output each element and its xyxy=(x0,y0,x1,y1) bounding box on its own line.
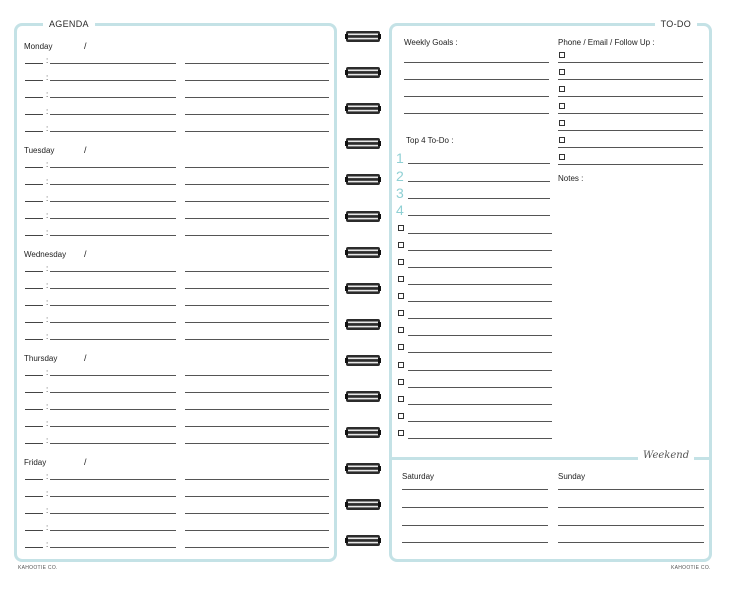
phone-line[interactable] xyxy=(558,113,703,114)
phone-checkbox[interactable] xyxy=(559,103,565,109)
time-colon: : xyxy=(46,402,49,411)
todo-checkbox[interactable] xyxy=(398,327,404,333)
spiral-ring xyxy=(345,102,381,115)
time-colon: : xyxy=(46,436,49,445)
top4-number: 1 xyxy=(396,150,404,166)
weekly-goal-line[interactable] xyxy=(404,79,549,80)
spiral-ring xyxy=(345,498,381,511)
todo-line[interactable] xyxy=(408,352,552,353)
time-blank[interactable] xyxy=(25,288,43,289)
agenda-entry-line[interactable] xyxy=(50,392,176,393)
agenda-note-line[interactable] xyxy=(185,443,329,444)
time-blank[interactable] xyxy=(25,409,43,410)
agenda-note-line[interactable] xyxy=(185,288,329,289)
spiral-ring xyxy=(345,462,381,475)
agenda-note-line[interactable] xyxy=(185,218,329,219)
day-label: Wednesday xyxy=(24,250,67,259)
agenda-note-line[interactable] xyxy=(185,392,329,393)
todo-checkbox[interactable] xyxy=(398,259,404,265)
time-blank[interactable] xyxy=(25,496,43,497)
saturday-label: Saturday xyxy=(402,472,435,481)
agenda-note-line[interactable] xyxy=(185,530,329,531)
time-colon: : xyxy=(46,385,49,394)
todo-line[interactable] xyxy=(408,267,552,268)
day-label: Friday xyxy=(24,458,47,467)
agenda-entry-line[interactable] xyxy=(50,496,176,497)
day-label: Monday xyxy=(24,42,53,51)
time-colon: : xyxy=(46,506,49,515)
phone-checkbox[interactable] xyxy=(559,86,565,92)
time-colon: : xyxy=(46,523,49,532)
todo-line[interactable] xyxy=(408,421,552,422)
spiral-ring xyxy=(345,282,381,295)
time-colon: : xyxy=(46,315,49,324)
agenda-entry-line[interactable] xyxy=(50,547,176,548)
todo-line[interactable] xyxy=(408,404,552,405)
time-blank[interactable] xyxy=(25,235,43,236)
agenda-entry-line[interactable] xyxy=(50,305,176,306)
time-blank[interactable] xyxy=(25,443,43,444)
phone-line[interactable] xyxy=(558,96,703,97)
spiral-ring xyxy=(345,246,381,259)
phone-checkbox[interactable] xyxy=(559,120,565,126)
saturday-line[interactable] xyxy=(402,525,548,526)
agenda-entry-line[interactable] xyxy=(50,131,176,132)
phone-checkbox[interactable] xyxy=(559,52,565,58)
time-colon: : xyxy=(46,472,49,481)
agenda-note-line[interactable] xyxy=(185,375,329,376)
top4-line[interactable] xyxy=(408,215,550,216)
phone-checkbox[interactable] xyxy=(559,154,565,160)
todo-line[interactable] xyxy=(408,301,552,302)
phone-checkbox[interactable] xyxy=(559,69,565,75)
todo-checkbox[interactable] xyxy=(398,242,404,248)
spiral-ring xyxy=(345,66,381,79)
todo-checkbox[interactable] xyxy=(398,293,404,299)
phone-line[interactable] xyxy=(558,164,703,165)
agenda-entry-line[interactable] xyxy=(50,114,176,115)
top4-number: 2 xyxy=(396,168,404,184)
time-colon: : xyxy=(46,73,49,82)
time-colon: : xyxy=(46,211,49,220)
weekly-goal-line[interactable] xyxy=(404,113,549,114)
todo-checkbox[interactable] xyxy=(398,379,404,385)
time-blank[interactable] xyxy=(25,305,43,306)
day-date-slash: / xyxy=(84,41,87,51)
time-blank[interactable] xyxy=(25,80,43,81)
agenda-entry-line[interactable] xyxy=(50,426,176,427)
saturday-line[interactable] xyxy=(402,489,548,490)
time-blank[interactable] xyxy=(25,201,43,202)
phone-line[interactable] xyxy=(558,130,703,131)
agenda-entry-line[interactable] xyxy=(50,271,176,272)
todo-title: TO-DO xyxy=(655,17,697,31)
todo-checkbox[interactable] xyxy=(398,344,404,350)
agenda-note-line[interactable] xyxy=(185,513,329,514)
time-colon: : xyxy=(46,177,49,186)
agenda-note-line[interactable] xyxy=(185,97,329,98)
sunday-line[interactable] xyxy=(558,489,704,490)
time-blank[interactable] xyxy=(25,114,43,115)
agenda-entry-line[interactable] xyxy=(50,443,176,444)
todo-checkbox[interactable] xyxy=(398,225,404,231)
time-colon: : xyxy=(46,160,49,169)
notes-label: Notes : xyxy=(558,174,584,183)
day-label: Tuesday xyxy=(24,146,55,155)
sunday-line[interactable] xyxy=(558,542,704,543)
time-blank[interactable] xyxy=(25,184,43,185)
agenda-note-line[interactable] xyxy=(185,547,329,548)
top4-line[interactable] xyxy=(408,198,550,199)
agenda-note-line[interactable] xyxy=(185,409,329,410)
time-colon: : xyxy=(46,228,49,237)
agenda-entry-line[interactable] xyxy=(50,218,176,219)
weekend-title: Weekend xyxy=(638,450,694,462)
weekly-goal-line[interactable] xyxy=(404,96,549,97)
agenda-entry-line[interactable] xyxy=(50,201,176,202)
saturday-line[interactable] xyxy=(402,507,548,508)
agenda-panel xyxy=(14,19,337,562)
todo-line[interactable] xyxy=(408,438,552,439)
agenda-note-line[interactable] xyxy=(185,167,329,168)
phone-email-label: Phone / Email / Follow Up : xyxy=(558,38,655,47)
agenda-note-line[interactable] xyxy=(185,305,329,306)
time-colon: : xyxy=(46,489,49,498)
agenda-entry-line[interactable] xyxy=(50,288,176,289)
time-blank[interactable] xyxy=(25,426,43,427)
top4-number: 3 xyxy=(396,185,404,201)
spiral-ring xyxy=(345,354,381,367)
agenda-note-line[interactable] xyxy=(185,80,329,81)
agenda-note-line[interactable] xyxy=(185,114,329,115)
time-blank[interactable] xyxy=(25,167,43,168)
spiral-ring xyxy=(345,426,381,439)
agenda-note-line[interactable] xyxy=(185,479,329,480)
phone-line[interactable] xyxy=(558,62,703,63)
sunday-line[interactable] xyxy=(558,507,704,508)
agenda-note-line[interactable] xyxy=(185,271,329,272)
todo-panel xyxy=(389,19,712,562)
todo-line[interactable] xyxy=(408,387,552,388)
top4-line[interactable] xyxy=(408,181,550,182)
todo-checkbox[interactable] xyxy=(398,310,404,316)
agenda-entry-line[interactable] xyxy=(50,530,176,531)
spiral-ring xyxy=(345,390,381,403)
agenda-note-line[interactable] xyxy=(185,184,329,185)
time-colon: : xyxy=(46,264,49,273)
agenda-note-line[interactable] xyxy=(185,322,329,323)
footer-brand-right: KAHOOTIE CO. xyxy=(671,565,711,571)
agenda-entry-line[interactable] xyxy=(50,409,176,410)
day-label: Thursday xyxy=(24,354,58,363)
time-colon: : xyxy=(46,540,49,549)
day-date-slash: / xyxy=(84,457,87,467)
day-date-slash: / xyxy=(84,353,87,363)
agenda-entry-line[interactable] xyxy=(50,479,176,480)
time-colon: : xyxy=(46,281,49,290)
todo-checkbox[interactable] xyxy=(398,276,404,282)
agenda-entry-line[interactable] xyxy=(50,167,176,168)
day-date-slash: / xyxy=(84,145,87,155)
time-blank[interactable] xyxy=(25,530,43,531)
spiral-ring xyxy=(345,318,381,331)
time-colon: : xyxy=(46,90,49,99)
time-blank[interactable] xyxy=(25,547,43,548)
time-colon: : xyxy=(46,332,49,341)
saturday-line[interactable] xyxy=(402,542,548,543)
todo-line[interactable] xyxy=(408,335,552,336)
todo-line[interactable] xyxy=(408,233,552,234)
agenda-note-line[interactable] xyxy=(185,131,329,132)
time-blank[interactable] xyxy=(25,375,43,376)
agenda-entry-line[interactable] xyxy=(50,184,176,185)
phone-line[interactable] xyxy=(558,79,703,80)
time-colon: : xyxy=(46,56,49,65)
time-blank[interactable] xyxy=(25,392,43,393)
agenda-note-line[interactable] xyxy=(185,235,329,236)
agenda-note-line[interactable] xyxy=(185,201,329,202)
time-colon: : xyxy=(46,107,49,116)
agenda-note-line[interactable] xyxy=(185,339,329,340)
time-blank[interactable] xyxy=(25,63,43,64)
time-blank[interactable] xyxy=(25,131,43,132)
time-blank[interactable] xyxy=(25,271,43,272)
spiral-ring xyxy=(345,210,381,223)
spiral-ring xyxy=(345,137,381,150)
agenda-note-line[interactable] xyxy=(185,63,329,64)
footer-brand-left: KAHOOTIE CO. xyxy=(18,565,58,571)
agenda-note-line[interactable] xyxy=(185,496,329,497)
agenda-entry-line[interactable] xyxy=(50,322,176,323)
agenda-entry-line[interactable] xyxy=(50,63,176,64)
time-colon: : xyxy=(46,194,49,203)
todo-checkbox[interactable] xyxy=(398,413,404,419)
todo-line[interactable] xyxy=(408,250,552,251)
agenda-entry-line[interactable] xyxy=(50,235,176,236)
time-blank[interactable] xyxy=(25,218,43,219)
time-colon: : xyxy=(46,298,49,307)
agenda-entry-line[interactable] xyxy=(50,375,176,376)
spiral-ring xyxy=(345,534,381,547)
todo-checkbox[interactable] xyxy=(398,396,404,402)
time-blank[interactable] xyxy=(25,479,43,480)
time-blank[interactable] xyxy=(25,97,43,98)
sunday-line[interactable] xyxy=(558,525,704,526)
time-blank[interactable] xyxy=(25,322,43,323)
spiral-ring xyxy=(345,173,381,186)
todo-line[interactable] xyxy=(408,370,552,371)
weekly-goal-line[interactable] xyxy=(404,62,549,63)
todo-line[interactable] xyxy=(408,318,552,319)
top4-line[interactable] xyxy=(408,163,550,164)
agenda-note-line[interactable] xyxy=(185,426,329,427)
sunday-label: Sunday xyxy=(558,472,586,481)
todo-line[interactable] xyxy=(408,284,552,285)
agenda-entry-line[interactable] xyxy=(50,80,176,81)
phone-line[interactable] xyxy=(558,147,703,148)
agenda-entry-line[interactable] xyxy=(50,97,176,98)
todo-checkbox[interactable] xyxy=(398,430,404,436)
agenda-title: AGENDA xyxy=(43,17,95,31)
time-colon: : xyxy=(46,124,49,133)
time-blank[interactable] xyxy=(25,339,43,340)
day-date-slash: / xyxy=(84,249,87,259)
time-blank[interactable] xyxy=(25,513,43,514)
top4-number: 4 xyxy=(396,202,404,218)
time-colon: : xyxy=(46,368,49,377)
agenda-entry-line[interactable] xyxy=(50,339,176,340)
agenda-entry-line[interactable] xyxy=(50,513,176,514)
time-colon: : xyxy=(46,419,49,428)
phone-checkbox[interactable] xyxy=(559,137,565,143)
todo-checkbox[interactable] xyxy=(398,362,404,368)
top4-label: Top 4 To-Do : xyxy=(406,136,454,145)
spiral-ring xyxy=(345,30,381,43)
weekly-goals-label: Weekly Goals : xyxy=(404,38,458,47)
